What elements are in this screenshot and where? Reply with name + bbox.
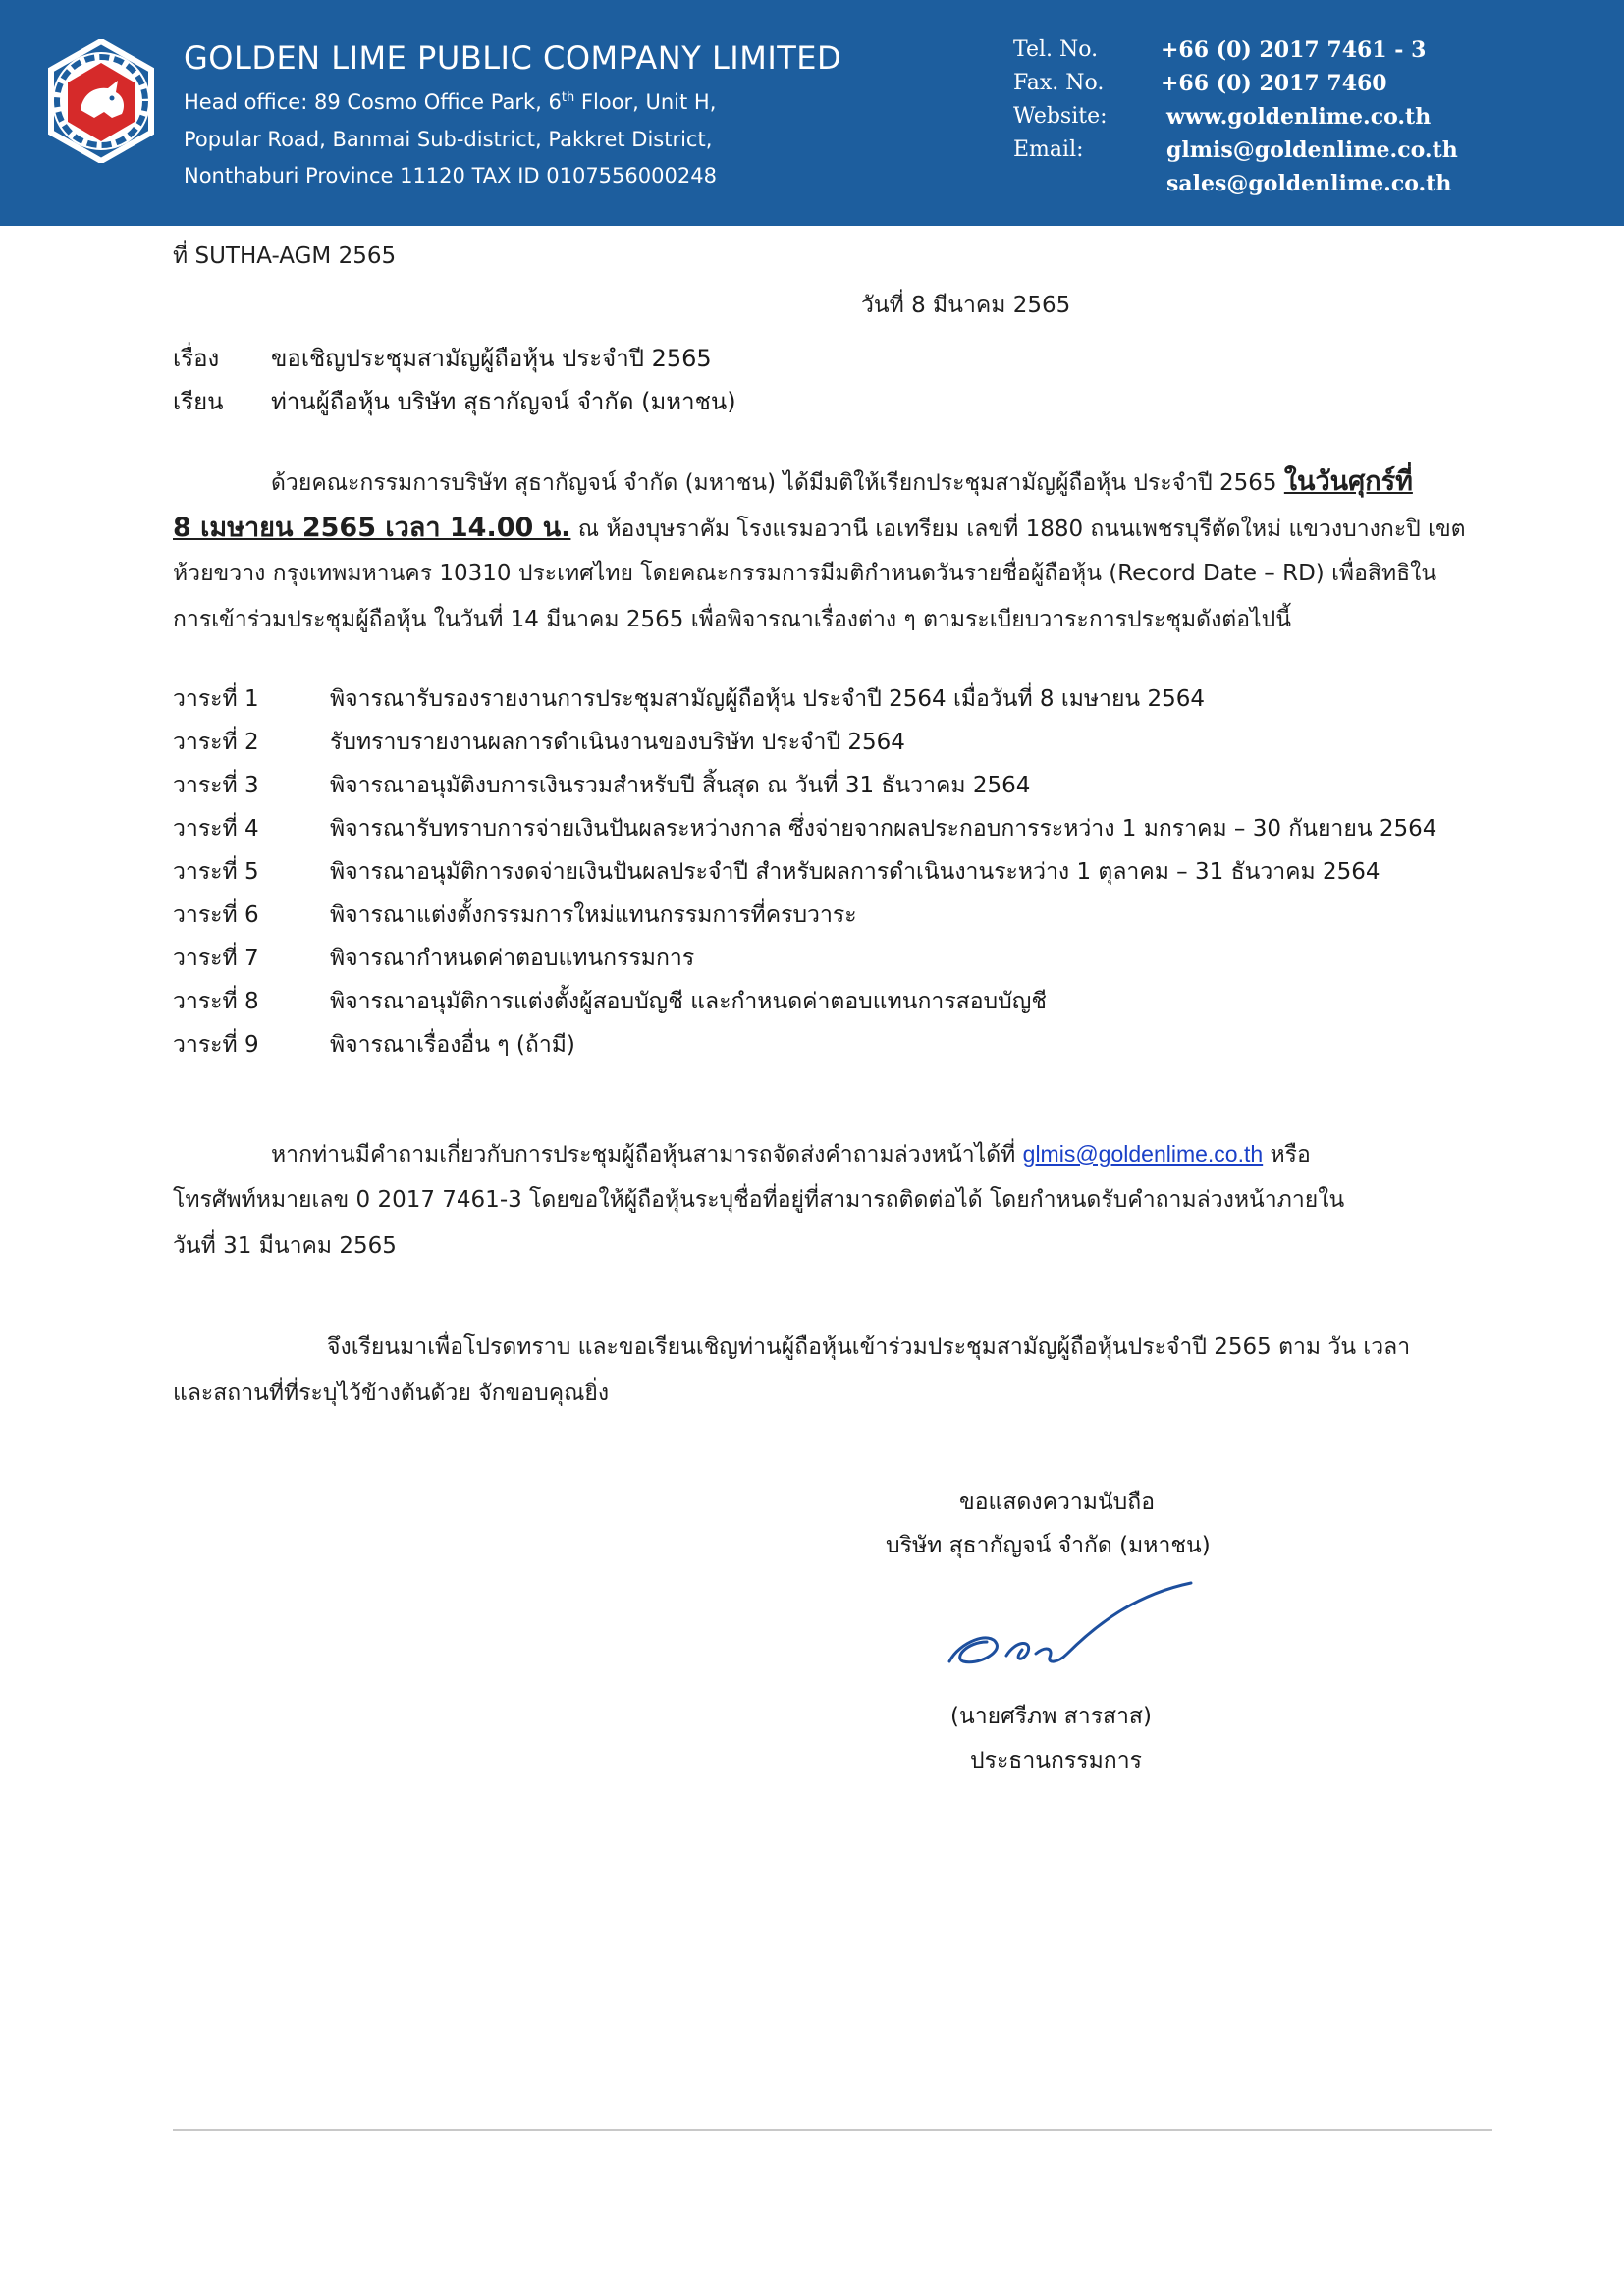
contact-block [1013,37,1602,204]
questions-line-1: หากท่านมีคำถามเกี่ยวกับการประชุมผู้ถือหุ้นสามารถจัดส่งคำถามล่วงหน้าได้ที่ glmis@goldenlime.co.th หรือ [271,1141,1311,1168]
intro-paragraph [173,459,1489,643]
agenda-item: วาระที่ 8 พิจารณาอนุมัติการแต่งตั้งผู้สอบบัญชี และกำหนดค่าตอบแทนการสอบบัญชี [173,989,1047,1014]
closing-line-2: และสถานที่ที่ระบุไว้ข้างต้นด้วย จักขอบคุณยิ่ง [173,1381,610,1406]
agenda-item: วาระที่ 6 พิจารณาแต่งตั้งกรรมการใหม่แทนกรรมการที่ครบวาระ [173,902,857,928]
signoff-company: บริษัท สุธากัญจน์ จำกัด (มหาชน) [886,1533,1211,1558]
questions-paragraph [173,1131,1489,1270]
agenda-item: วาระที่ 3 พิจารณาอนุมัติงบการเงินรวมสำหรับปี สิ้นสุด ณ วันที่ 31 ธันวาคม 2564 [173,773,1031,798]
contact-fax: Fax. No. +66 (0) 2017 7460 [1013,71,1387,96]
agenda-item: วาระที่ 2 รับทราบรายงานผลการดำเนินงานของบริษัท ประจำปี 2564 [173,730,905,755]
agenda-item: วาระที่ 5 พิจารณาอนุมัติการงดจ่ายเงินปันผลประจำปี สำหรับผลการดำเนินงานระหว่าง 1 ตุลาคม – 31 ธันวาคม 2564 [173,859,1380,885]
address-line-3: Nonthaburi Province 11120 TAX ID 0107556000248 [184,164,717,188]
intro-line-1: ด้วยคณะกรรมการบริษัท สุธากัญจน์ จำกัด (มหาชน) ได้มีมติให้เรียกประชุมสามัญผู้ถือหุ้น ประจำปี 2565 ในวันศุกร์ที่ [271,466,1413,497]
contact-email-sales: sales@goldenlime.co.th [1166,171,1452,196]
letterhead-band [0,0,1624,226]
closing-line-1: จึงเรียนมาเพื่อโปรดทราบ และขอเรียนเชิญท่านผู้ถือหุ้นเข้าร่วมประชุมสามัญผู้ถือหุ้นประจำปี 2565 ตาม วัน เวลา [327,1334,1411,1360]
closing-paragraph [173,1325,1489,1417]
to-text: ท่านผู้ถือหุ้น บริษัท สุธากัญจน์ จำกัด (มหาชน) [271,388,736,415]
reference-number: ที่ SUTHA-AGM 2565 [173,244,397,269]
contact-tel: Tel. No. +66 (0) 2017 7461 - 3 [1013,37,1427,63]
agenda-list [173,681,1547,1070]
address-line-2: Popular Road, Banmai Sub-district, Pakkret District, [184,128,713,151]
address-line-1: Head office: 89 Cosmo Office Park, 6th Floor, Unit H, [184,90,717,114]
signer-name: (นายศรีภพ สารสาส) [950,1704,1152,1729]
company-name: GOLDEN LIME PUBLIC COMPANY LIMITED [184,39,842,77]
agenda-item: วาระที่ 9 พิจารณาเรื่องอื่น ๆ (ถ้ามี) [173,1032,575,1058]
intro-line-2: 8 เมษายน 2565 เวลา 14.00 น. ณ ห้องบุษราคัม โรงแรมอวานี เอเทรียม เลขที่ 1880 ถนนเพชรบุรีตัดใหม่ แขวงบางกะปิ เขต [173,513,1466,543]
questions-line-3: วันที่ 31 มีนาคม 2565 [173,1233,397,1259]
agenda-item: วาระที่ 1 พิจารณารับรองรายงานการประชุมสามัญผู้ถือหุ้น ประจำปี 2564 เมื่อวันที่ 8 เมษายน 2564 [173,686,1206,712]
subject-label: เรื่อง [173,345,220,372]
contact-email: Email: glmis@goldenlime.co.th [1013,137,1458,163]
agenda-item: วาระที่ 7 พิจารณากำหนดค่าตอบแทนกรรมการ [173,946,695,971]
questions-line-2: โทรศัพท์หมายเลข 0 2017 7461-3 โดยขอให้ผู้ถือหุ้นระบุชื่อที่อยู่ที่สามารถติดต่อได้ โดยกำหนดรับคำถามล่วงหน้าภายใน [173,1187,1345,1213]
contact-website: Website: www.goldenlime.co.th [1013,104,1432,130]
intro-line-4: การเข้าร่วมประชุมผู้ถือหุ้น ในวันที่ 14 มีนาคม 2565 เพื่อพิจารณาเรื่องต่าง ๆ ตามระเบียบวาระการประชุมดังต่อไปนี้ [173,607,1291,632]
signer-title: ประธานกรรมการ [970,1748,1142,1773]
letter-date: วันที่ 8 มีนาคม 2565 [861,293,1071,318]
to-label: เรียน [173,388,224,415]
company-logo-icon [39,39,163,163]
subject-text: ขอเชิญประชุมสามัญผู้ถือหุ้น ประจำปี 2565 [271,345,712,372]
footer-divider [173,2129,1492,2131]
intro-line-3: ห้วยขวาง กรุงเทพมหานคร 10310 ประเทศไทย โดยคณะกรรมการมีมติกำหนดวันรายชื่อผู้ถือหุ้น (Record Date – RD) เพื่อสิทธิใน [173,561,1437,586]
signature-icon [938,1571,1203,1679]
questions-email-link[interactable]: glmis@goldenlime.co.th [1022,1141,1264,1167]
agenda-item: วาระที่ 4 พิจารณารับทราบการจ่ายเงินปันผลระหว่างกาล ซึ่งจ่ายจากผลประกอบการระหว่าง 1 มกราคม – 30 กันยายน 2564 [173,816,1437,842]
signoff: ขอแสดงความนับถือ [959,1490,1156,1515]
